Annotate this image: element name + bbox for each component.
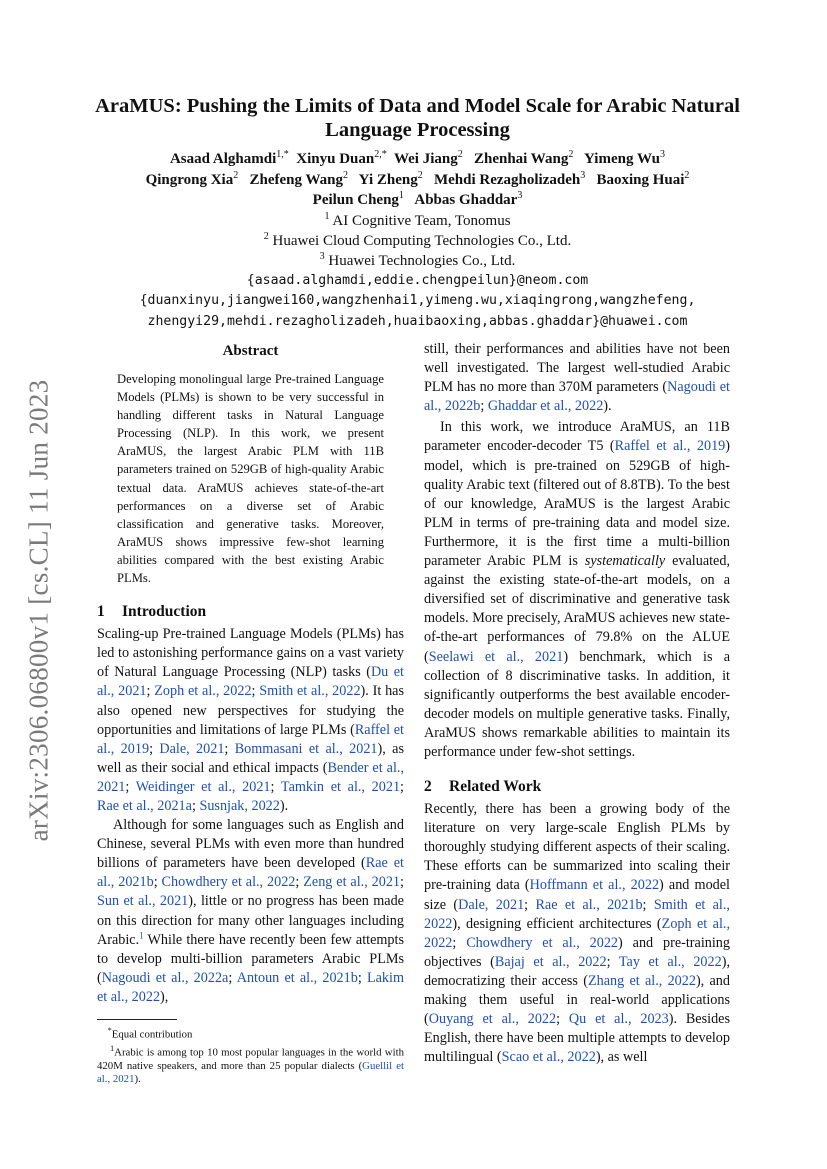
- affiliation: $^2$ Huawei Cloud Computing Technologies Co., Ltd.: [263, 230, 572, 249]
- footnote-equal-contribution: *Equal contribution: [107, 1026, 193, 1041]
- author: Abbas Ghaddar: [414, 192, 518, 208]
- citation-link[interactable]: Ouyang et al., 2022: [428, 1011, 557, 1028]
- citation-link[interactable]: Rae et al., 2021a: [97, 797, 192, 814]
- citation-link[interactable]: Zoph et al., 2022: [424, 915, 730, 951]
- related-work-paragraph: Recently, there has been a growing body of the literature on very large-scale English PLMs by thoroughly studying different aspects of their scaling. These efforts can be summarized into scaling their pre-training data (Hoffmann et al., 2022) and model size (Dale, 2021; Rae et al., 2021b; Smith et al., 2022), designing efficient architectures (Zoph et al., 2022; Chowdhery et al., 2022) and pre-training objectives (Bajaj et al., 2022; Tay et al., 2022), democratizing their access (Zhang et al., 2022), and making them useful in real-world applications (Ouyang et al., 2022; Qu et al., 2023). Besides English, there have been multiple attempts to develop multilingual (Scao et al., 2022), as well: [424, 801, 731, 1066]
- citation-link[interactable]: Dale, 2021: [458, 896, 525, 913]
- citation-link[interactable]: Rae et al., 2021b: [535, 896, 643, 913]
- footnote-marker[interactable]: 1: [139, 929, 144, 940]
- author: Mehdi Rezagholizadeh: [433, 171, 581, 188]
- citation-link[interactable]: Raffel et al., 2019: [97, 721, 404, 757]
- email-block: [90, 271, 745, 333]
- author: Peilun Cheng: [312, 192, 399, 208]
- paper-header: [90, 94, 745, 332]
- citation-link[interactable]: Smith et al., 2022: [424, 896, 730, 932]
- citation-link[interactable]: Zhang et al., 2022: [587, 972, 696, 989]
- citation-link[interactable]: Bender et al., 2021: [97, 759, 405, 795]
- affiliation: $^3$ Huawei Technologies Co., Ltd.: [319, 250, 516, 269]
- author: Baoxing Huai: [596, 171, 685, 188]
- citation-link[interactable]: Scao et al., 2022: [501, 1049, 596, 1066]
- citation-link[interactable]: Raffel et al., 2019: [614, 438, 726, 455]
- citation-link[interactable]: Hoffmann et al., 2022: [529, 877, 660, 894]
- author: Yimeng Wu: [584, 151, 661, 167]
- intro-paragraph-3: still, their performances and abilities have not been well investigated. The largest well-studied Arabic PLM has no more than 370M parameters (Nagoudi et al., 2022b; Ghaddar et al., 2022).: [424, 341, 730, 415]
- section-heading-introduction: 1 Introduction: [97, 603, 207, 621]
- citation-link[interactable]: Tamkin et al., 2021: [280, 778, 401, 795]
- paper-title: AraMUS: Pushing the Limits of Data and Model Scale for Arabic Natural Language Processing: [95, 95, 740, 141]
- intro-paragraph-4: In this work, we introduce AraMUS, an 11B parameter encoder-decoder T5 (Raffel et al., 2019) model, which is pre-trained on 529GB of high-quality Arabic text (filtered out of 8.8TB). To the best of our knowledge, AraMUS is the largest Arabic PLM in terms of pre-training data and model size. Furthermore, it is the first time a multi-billion parameter Arabic PLM is systematically evaluated, against the existing state-of-the-art models, on a diversified set of discriminative and generative task models. More precisely, AraMUS achieves new state-of-the-art performances of 79.8% on the ALUE (Seelawi et al., 2021) benchmark, which is a collection of 8 discriminative tasks. In addition, it significantly outperforms the best available encoder-decoder models on multiple generative tasks. Finally, AraMUS shows remarkable abilities to maintain its performance under few-shot settings.: [424, 419, 731, 760]
- affiliation: $^1$ AI Cognitive Team, Tonomus: [324, 210, 511, 229]
- author: Asaad Alghamdi: [169, 151, 277, 167]
- email-line: zhengyi29,mehdi.rezagholizadeh,huaibaoxing,abbas.ghaddar}@huawei.com: [147, 313, 688, 329]
- left-column: [97, 340, 404, 1086]
- arxiv-identifier-text: arXiv:2306.06800v1 [cs.CL] 11 Jun 2023: [23, 379, 54, 841]
- author: Xinyu Duan: [296, 151, 375, 167]
- citation-link[interactable]: Tay et al., 2022: [618, 953, 722, 970]
- footnote-separator: [97, 1019, 177, 1020]
- section-heading-related-work: 2 Related Work: [424, 778, 542, 796]
- abstract-heading: Abstract: [222, 343, 279, 359]
- citation-link[interactable]: Antoun et al., 2021b: [236, 969, 358, 986]
- footnote-arabic: $^1$Arabic is among top 10 most popular languages in the world with 420M native speakers, and more than 25 popular dialects (Guellil et al., 2021).: [97, 1043, 405, 1085]
- intro-paragraph-2: Although for some languages such as English and Chinese, several PLMs with even more than hundred billions of parameters have been developed (Rae et al., 2021b; Chowdhery et al., 2022; Zeng et al., 2021; Sun et al., 2021), little or no progress has been made on this direction for many other languages including Arabic.$^1$ While there have recently been few attempts to develop multi-billion parameters Arabic PLMs (Nagoudi et al., 2022a; Antoun et al., 2021b; Lakim et al., 2022),: [97, 817, 404, 1005]
- citation-link[interactable]: Chowdhery et al., 2022: [161, 874, 296, 891]
- citation-link[interactable]: Chowdhery et al., 2022: [466, 934, 619, 951]
- abstract-text: Developing monolingual large Pre-trained Language Models (PLMs) is shown to be very successful in handling different tasks in Natural Language Processing (NLP). In this work, we present AraMUS, the largest Arabic PLM with 11B parameters trained on 529GB of high-quality Arabic textual data. AraMUS achieves state-of-the-art performances on a diverse set of Arabic classification and generative tasks. Moreover, AraMUS shows impressive few-shot learning abilities compared with the best existing Arabic PLMs.: [117, 372, 384, 586]
- citation-link[interactable]: Bommasani et al., 2021: [234, 740, 378, 757]
- citation-link[interactable]: Du et al., 2021: [97, 664, 404, 700]
- email-line: {asaad.alghamdi,eddie.chengpeilun}@neom.com: [246, 272, 589, 288]
- author: Zhefeng Wang: [249, 171, 343, 188]
- citation-link[interactable]: Smith et al., 2022: [259, 683, 361, 700]
- citation-link[interactable]: Seelawi et al., 2021: [428, 648, 564, 665]
- citation-link[interactable]: Dale, 2021: [159, 740, 225, 757]
- citation-link[interactable]: Susnjak, 2022: [199, 797, 280, 814]
- citation-link[interactable]: Nagoudi et al., 2022a: [101, 969, 229, 986]
- citation-link[interactable]: Bajaj et al., 2022: [494, 953, 607, 970]
- intro-paragraph-1: Scaling-up Pre-trained Language Models (PLMs) has led to astonishing performance gains on a vast variety of Natural Language Processing (NLP) tasks (Du et al., 2021; Zoph et al., 2022; Smith et al., 2022). It has also opened new perspectives for studying the opportunities and limitations of large PLMs (Raffel et al., 2019; Dale, 2021; Bommasani et al., 2021), as well as their social and ethical impacts (Bender et al., 2021; Weidinger et al., 2021; Tamkin et al., 2021; Rae et al., 2021a; Susnjak, 2022).: [97, 626, 405, 814]
- author: Qingrong Xia: [145, 171, 234, 188]
- author: Zhenhai Wang: [473, 151, 569, 167]
- right-column: [424, 340, 730, 1067]
- arxiv-identifier: [14, 370, 64, 850]
- citation-link[interactable]: Guellil et al., 2021: [97, 1059, 404, 1085]
- author-list: Asaad Alghamdi$^{1,*}$ Xinyu Duan$^{2,*}$ Wei Jiang$^2$ Zhenhai Wang$^2$ Yimeng Wu$^3$ Qingrong Xia$^2$ Zhefeng Wang$^2$ Yi Zheng$^2$ Mehdi Rezagholizadeh$^3$ Baoxing Huai$^2$ Peilun Cheng$^1$ Abbas Ghaddar$^3$: [145, 149, 690, 208]
- citation-link[interactable]: Sun et al., 2021: [97, 893, 189, 910]
- author: Yi Zheng: [358, 171, 418, 188]
- citation-link[interactable]: Ghaddar et al., 2022: [487, 398, 604, 415]
- citation-link[interactable]: Nagoudi et al., 2022b: [424, 379, 730, 415]
- citation-link[interactable]: Lakim et al., 2022: [97, 969, 404, 1005]
- author: Wei Jiang: [393, 151, 458, 167]
- citation-link[interactable]: Zeng et al., 2021: [303, 874, 401, 891]
- citation-link[interactable]: Weidinger et al., 2021: [135, 778, 271, 795]
- citation-link[interactable]: Qu et al., 2023: [568, 1011, 669, 1028]
- citation-link[interactable]: Zoph et al., 2022: [154, 683, 252, 700]
- email-line: {duanxinyu,jiangwei160,wangzhenhai1,yimeng.wu,xiaqingrong,wangzhefeng,: [139, 293, 696, 308]
- citation-link[interactable]: Rae et al., 2021b: [97, 855, 404, 891]
